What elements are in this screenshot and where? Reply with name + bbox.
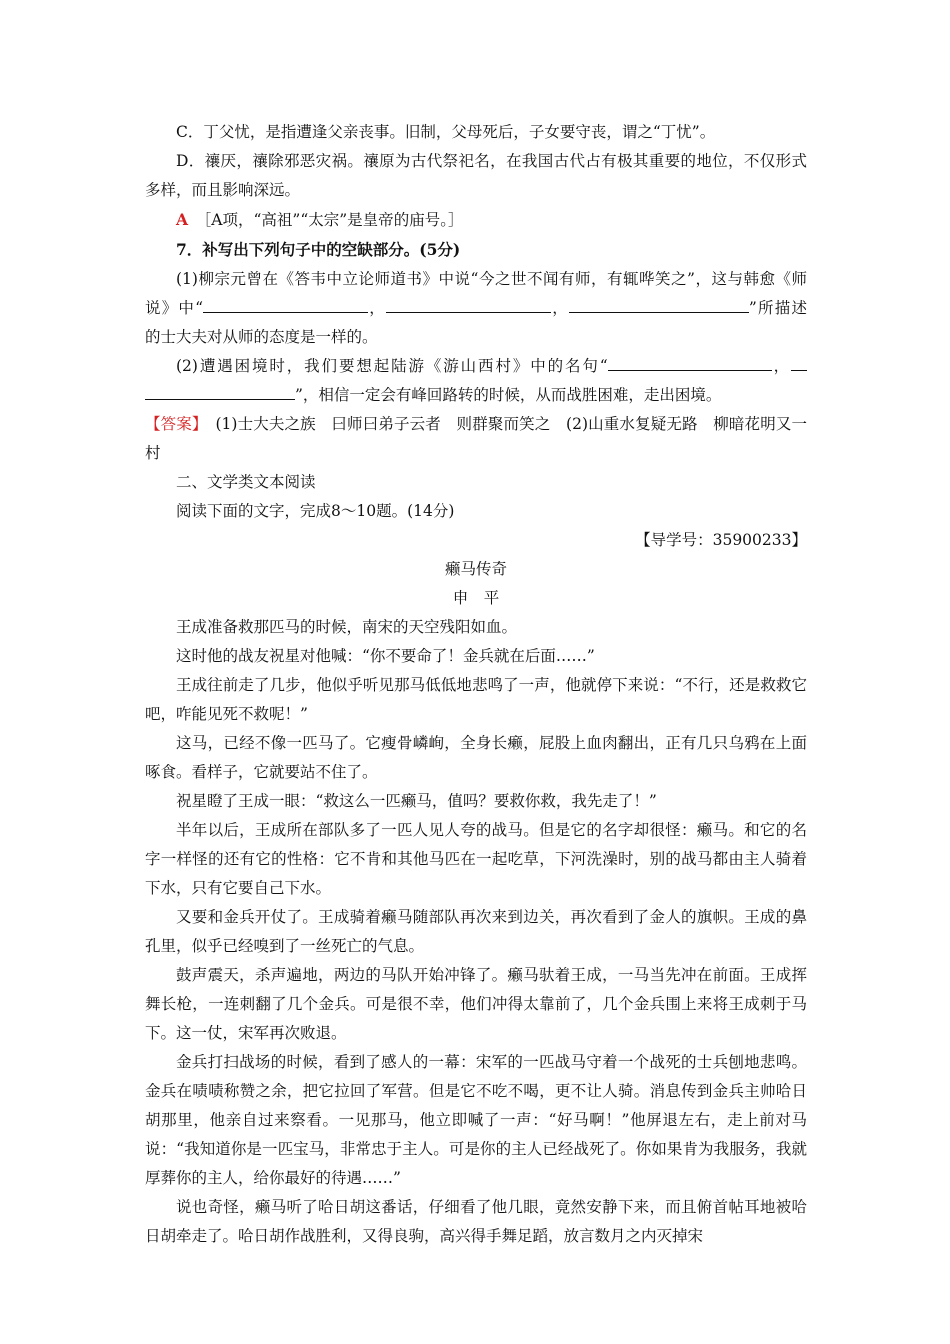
answer-7-text: (1)士大夫之族 曰师曰弟子云者 则群聚而笑之 (2)山重水复疑无路 柳暗花明又一村 xyxy=(145,415,807,462)
story-paragraph: 王成准备救那匹马的时候，南宋的天空残阳如血。 xyxy=(176,618,518,636)
story-paragraph: 半年以后，王成所在部队多了一匹人见人夸的战马。但是它的名字却很怪：癞马。和它的名字一样怪的还有它的性格：它不肯和其他马匹在一起吃草，下河洗澡时，别的战马都由主人骑着下水，只有它要自己下水。 xyxy=(145,821,807,897)
answer-blank[interactable] xyxy=(203,294,368,313)
story-paragraph: 王成往前走了几步，他似乎听见那马低低地悲鸣了一声，他就停下来说：“不行，还是救救它吧，咋能见死不救呢！” xyxy=(145,676,807,723)
story-paragraph: 又要和金兵开仗了。王成骑着癞马随部队再次来到边关，再次看到了金人的旗帜。王成的鼻孔里，似乎已经嗅到了一丝死亡的气息。 xyxy=(145,908,807,955)
option-d: D．禳厌，禳除邪恶灾祸。禳原为古代祭祀名，在我国古代占有极其重要的地位，不仅形式多样，而且影响深远。 xyxy=(145,152,807,199)
story-paragraph: 祝星瞪了王成一眼：“救这么一匹癞马，值吗？要救你救，我先走了！” xyxy=(176,792,657,810)
story-paragraph: 说也奇怪，癞马听了哈日胡这番话，仔细看了他几眼，竟然安静下来，而且俯首帖耳地被哈日胡牵走了。哈日胡作战胜利，又得良驹，高兴得手舞足蹈，放言数月之内灭掉宋 xyxy=(145,1198,807,1245)
answer-blank[interactable] xyxy=(791,352,807,371)
answer-6-explanation: ［A项，“高祖”“太宗”是皇帝的庙号。］ xyxy=(203,211,464,229)
answer-6 xyxy=(145,205,807,235)
answer-7 xyxy=(145,410,807,468)
option-c: C．丁父忧，是指遭逢父亲丧事。旧制，父母死后，子女要守丧，谓之“丁忧”。 xyxy=(176,123,716,141)
answer-blank[interactable] xyxy=(608,352,772,371)
question-7-part-2: (2)遭遇困境时，我们要想起陆游《游山西村》中的名句“ ，”，相信一定会有峰回路转的时候，从而战胜困难，走出困境。 xyxy=(145,352,807,410)
answer-6-letter: A xyxy=(176,210,189,229)
reading-instruction: 阅读下面的文字，完成8～10题。(14分) xyxy=(176,502,455,520)
answer-blank[interactable] xyxy=(386,294,551,313)
answer-blank[interactable] xyxy=(569,294,741,313)
story-paragraph: 这时他的战友祝星对他喊：“你不要命了！金兵就在后面……” xyxy=(176,647,595,665)
section-heading: 二、文学类文本阅读 xyxy=(176,473,316,491)
page-content xyxy=(145,118,807,1251)
story-paragraph: 这马，已经不像一匹马了。它瘦骨嶙峋，全身长癞，屁股上血肉翻出，正有几只乌鸦在上面啄食。看样子，它就要站不住了。 xyxy=(145,734,807,781)
story-paragraph: 鼓声震天，杀声遍地，两边的马队开始冲锋了。癞马驮着王成，一马当先冲在前面。王成挥舞长枪，一连刺翻了几个金兵。可是很不幸，他们冲得太靠前了，几个金兵围上来将王成刺于马下。这一仗，宋军再次败退。 xyxy=(145,966,807,1042)
answer-blank[interactable] xyxy=(741,294,749,313)
story-author: 申 平 xyxy=(452,589,500,607)
question-7-part-1: (1)柳宗元曾在《答韦中立论师道书》中说“今之世不闻有师，有辄哗笑之”，这与韩愈《师说》中“ ， ， ”所描述的士大夫对从师的态度是一样的。 xyxy=(145,270,807,346)
answer-blank[interactable] xyxy=(145,381,295,400)
story-title: 癞马传奇 xyxy=(444,560,507,578)
guide-number: 【导学号：35900233】 xyxy=(635,531,807,549)
question-7-title: 7．补写出下列句子中的空缺部分。(5分) xyxy=(176,240,461,259)
story-paragraph: 金兵打扫战场的时候，看到了感人的一幕：宋军的一匹战马守着一个战死的士兵刨地悲鸣。金兵在啧啧称赞之余，把它拉回了军营。但是它不吃不喝，更不让人骑。消息传到金兵主帅哈日胡那里，他亲自过来察看。一见那马，他立即喊了一声：“好马啊！”他屏退左右，走上前对马说：“我知道你是一匹宝马，非常忠于主人。可是你的主人已经战死了。你如果肯为我服务，我就厚葬你的主人，给你最好的待遇……” xyxy=(145,1053,807,1187)
answer-7-label: 【答案】 xyxy=(145,415,200,433)
